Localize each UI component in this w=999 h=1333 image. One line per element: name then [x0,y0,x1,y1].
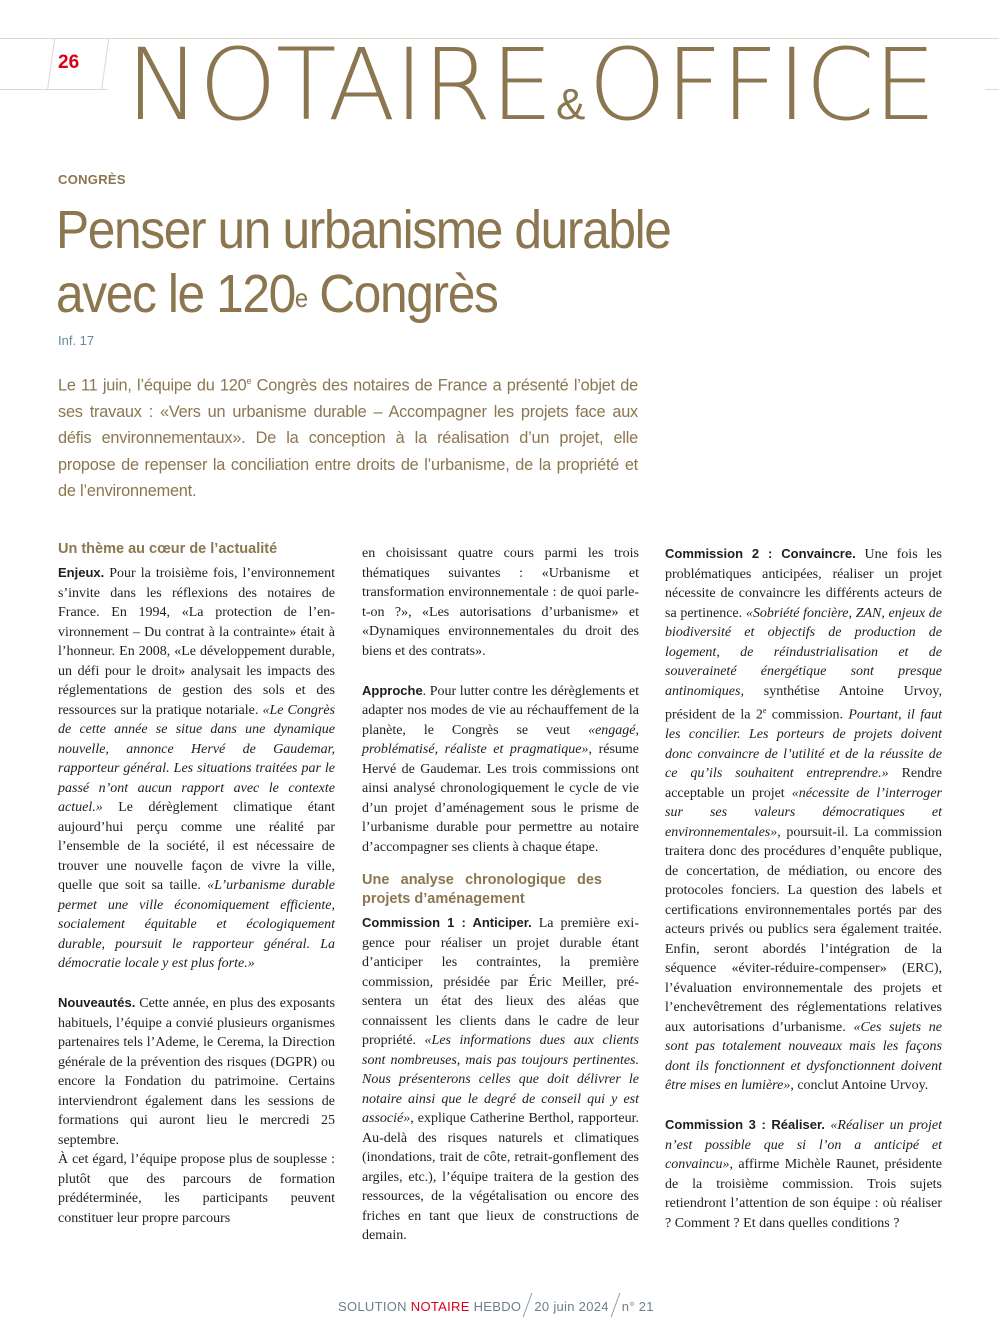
lead-text: Congrès des notaires de France a présenté l’objet de ses travaux : «Vers un urbanisme durable – Accompagner les projets face aux défis environnementaux». De la conception à la réalisation d’un projet, elle propose de repenser la conciliation entre droits de l’urbanisme, de la propriété et de l’environnement. [58,376,639,501]
footer-divider [523,1293,533,1317]
masthead-ampersand: & [556,80,585,129]
section-masthead [126,28,936,155]
quote: «Réaliser un projet n’est possible que si l’on a anticipé et convaincu» [665,1118,942,1173]
paragraph-text: . Pour lutter contre les dérèglements et adapter nos modes de vie au réchauffement de la planète, le Congrès se veut [362,683,639,738]
paragraph-label: Commission 2 : Convaincre. [665,546,856,561]
paragraph-text: , résume Hervé de Gaudemar. Les trois commissions ont ainsi analysé chronologiquement le cycle de vie d’un projet d’aménagement sous le prisme de l’urbanisme durable pour permettre au notaire d’accompagner ses clients à chaque étape. [362,742,639,855]
paragraph-text: , poursuit-il. La commission traitera donc des procédures d’enquête publique, de concertation, de médiation, ou encore des protocoles fonciers. La question des labels et certifications environnementales portés par des acteurs privés ou publics sera également traitée. Enfin, seront abordés l’intégration de la séquence «éviter-réduire-compenser» (ERC), l’évaluation environnementale des projets et l’enchevêtrement des réglementations relatives aux autorisations d’urbanisme. [665,824,942,1035]
paragraph-cours: en choisissant quatre cours parmi les trois thématiques suivantes : «Urbanisme et transformation environnementale : de quoi parle-t-on ?», «Les autorisations d’urbanisme» et «Dynamiques environnementales du droit des biens et des contrats». [362,546,639,659]
paragraph-text: synthétise Antoine Urvoy, président de la 2 [665,683,942,723]
title-line-2 [56,262,810,326]
publication-part: SOLUTION [338,1299,411,1314]
quote: «engagé, problématisé, réaliste et pragmatique» [362,722,639,757]
issue-number: n° 21 [621,1299,654,1314]
quote: «nécessite de l’interroger sur ses valeurs démocratiques et environnementales» [665,785,942,840]
header-rule-right [985,89,999,90]
paragraph-text: , conclut Antoine Urvoy. [790,1078,929,1094]
section-heading: Un thème au cœur de l’actualité [58,541,278,557]
article-kicker: CONGRÈS [58,172,126,187]
paragraph-text: Le dérèglement climatique étant aujourd’hui perçu comme une réalité par l’ensemble de la société, il est nécessaire de trouver une nouvelle façon de vivre la ville, quelle que soit sa taille. [58,800,335,893]
paragraph-commission-2 [665,544,942,1096]
title-text: Congrès [306,264,498,324]
publication-part: HEBDO [469,1299,522,1314]
masthead-notaire: NOTAIRE [126,28,553,143]
column-2 [362,544,639,1246]
article-lead [58,368,638,505]
paragraph-text: Cette année, en plus des exposants habituels, l’équipe a convié plusieurs organismes partenaires tels l’Ademe, le Cerema, la Direction générale de la prévention des risques (DGPR) ou encore la Fondation du patrimoine. Certains interviendront également dans les sessions de formations qui auront lieu le mercredi 25 septembre. [58,996,335,1148]
publication-name [338,1299,521,1314]
paragraph-nouveautes [58,993,335,1150]
lead-superscript: e [246,376,252,386]
page-number-rule [0,89,108,90]
quote: «L’urbanisme durable permet une ville économiquement efficiente, socialement équitable et écologiquement durable, poursuit le rapporteur général. La démocratie locale y est plus forte.» [58,878,335,971]
paragraph-approche [362,681,639,858]
section-heading: Une analyse chronologique des projets d’aménagement [362,872,602,907]
article-reference: Inf. 17 [58,333,95,348]
page-footer [338,1293,654,1317]
quote: «Sobriété foncière, ZAN, enjeux de biodiversité et objectifs de production de logement, de réindustrialisation et de souveraineté énergétique sont presque antinomiques, [665,605,942,699]
paragraph-text: commission. [766,707,849,723]
title-line-1: Penser un urbanisme durable [56,200,671,260]
publication-part: NOTAIRE [410,1299,470,1314]
paragraph-label: Enjeux. [58,565,105,580]
title-text: avec le 120 [56,264,295,324]
paragraph-label: Commission 3 : Réaliser. [665,1117,825,1133]
title-superscript: e [294,283,307,313]
paragraph-souplesse: À cet égard, l’équipe propose plus de souplesse : plutôt que des parcours de formation prédéterminée, les participants peuvent constituer leur propre parcours [58,1152,335,1226]
quote: «Les informations dues aux clients sont nombreuses, mais pas toujours pertinentes. Nous présenterons celles que doit délivrer le notaire ainsi que le degré de conseil qui y est associé» [362,1033,640,1126]
paragraph-text: , affirme Michèle Raunet, présidente de la troisième commission. Trois sujets retiendront l’attention de son équipe : où réaliser ? Comment ? Et dans quelles conditions ? [665,1157,942,1231]
paragraph-text: Pour la troisième fois, l’environnement s’invite dans les réflexions des notaires de France. En 1994, «La protection de l’environnement – Du contrat à la contrainte» était à l’honneur. En 2008, «Le développement durable, un défi pour le droit» analysait les impacts des réglementations de gestion des sols et des ressources sur la pratique notariale. [58,566,335,718]
page-number-divider [47,38,55,90]
paragraph-enjeux [58,563,335,974]
paragraph-text: Rendre acceptable un projet [665,766,942,801]
quote: «Le Congrès de cette année se situe dans une dynamique nouvelle, annonce Hervé de Gaudemar, rapporteur général. Les situations traitées par le passé n’ont aucun rapport avec le contexte actuel.» [58,702,335,815]
paragraph-commission-3 [665,1115,942,1233]
paragraph-label: Nouveautés. [58,995,136,1010]
quote: «Ces sujets ne sont pas totalement nouveaux mais les façons dont ils fonctionnent et dysfonctionnent doivent être mises en lumière» [665,1019,942,1094]
quote: Pourtant, il faut les concilier. Les porteurs de projets doivent donc convaincre de l’utilité et de la réussite de ce qu’ils souhaitent entreprendre.» [665,707,942,782]
paragraph-text: , explique Catherine Berthol, rapporteur. Au-delà des risques naturels et climatiques (inondations, trait de côte, retrait-gonflement des argiles, etc.), l’équipe traitera de la gestion des ressources, de la végétalisation ou encore des friches en tant que lieux de constructions de demain. [362,1111,639,1243]
column-1 [58,540,335,1228]
lead-text: Le 11 juin, l’équipe du 120 [58,376,247,395]
footer-divider [610,1293,620,1317]
paragraph-label: Approche [362,682,423,698]
issue-date: 20 juin 2024 [534,1299,609,1314]
paragraph-commission-1 [362,913,639,1246]
page-number-divider [101,38,109,90]
superscript: e [762,706,767,715]
page-number: 26 [58,52,80,73]
paragraph-label: Commission 1 : Anticiper. [362,915,532,930]
paragraph-text: Une fois les problématiques anticipées, réaliser un projet nécessite de convaincre les différents acteurs de sa pertinence. [665,547,942,621]
masthead-office: OFFICE [588,28,936,143]
article-title [56,198,810,326]
paragraph-text: La première exigence pour réaliser un projet durable étant d’anticiper les contraintes, la première commission, présidée par Éric Meiller, présentera un état des lieux des aléas que connaissent les clients dans le cadre de leur propriété. [362,916,639,1048]
column-3 [665,544,942,1233]
